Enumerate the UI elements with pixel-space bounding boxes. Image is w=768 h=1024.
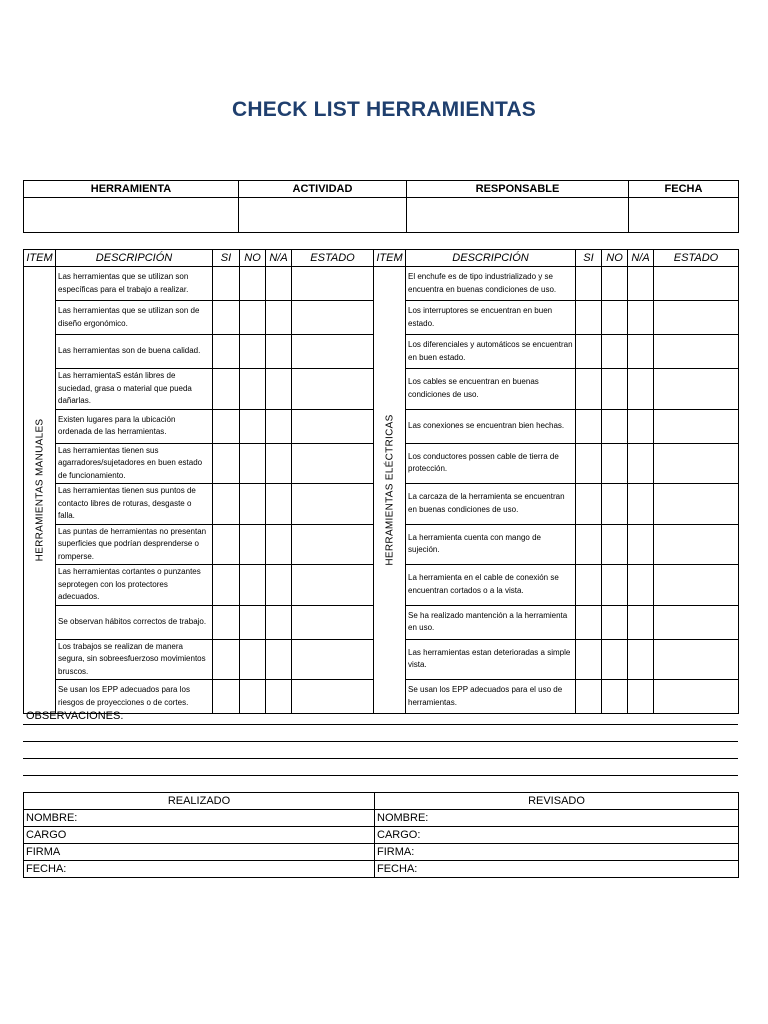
- col-estado-manual: ESTADO: [292, 250, 374, 267]
- electric-si-cell[interactable]: [576, 267, 602, 301]
- realizado-header: REALIZADO: [24, 793, 375, 810]
- electric-estado-cell[interactable]: [654, 605, 739, 639]
- manual-si-cell[interactable]: [213, 301, 240, 335]
- col-no-manual: NO: [240, 250, 266, 267]
- manual-description: Se observan hábitos correctos de trabajo.: [56, 605, 213, 639]
- revisado-firma[interactable]: FIRMA:: [375, 844, 739, 861]
- revisado-fecha[interactable]: FECHA:: [375, 861, 739, 878]
- col-si-electric: SI: [576, 250, 602, 267]
- manual-si-cell[interactable]: [213, 605, 240, 639]
- electric-description: Los conductores possen cable de tierra de protección.: [406, 443, 576, 484]
- electric-na-cell[interactable]: [628, 680, 654, 714]
- manual-no-cell[interactable]: [240, 639, 266, 680]
- header-fecha: FECHA: [629, 181, 739, 198]
- electric-description: Se usan los EPP adecuados para el uso de herramientas.: [406, 680, 576, 714]
- manual-category-label: HERRAMIENTAS MANUALES: [34, 418, 45, 562]
- checklist-table: [23, 249, 739, 714]
- manual-si-cell[interactable]: [213, 524, 240, 565]
- manual-no-cell[interactable]: [240, 409, 266, 443]
- observation-line[interactable]: [23, 741, 738, 742]
- electric-no-cell[interactable]: [602, 409, 628, 443]
- manual-description: Se usan los EPP adecuados para los riesgos de proyecciones o de cortes.: [56, 680, 213, 714]
- observations-label: OBSERVACIONES:: [26, 710, 124, 722]
- electric-si-cell[interactable]: [576, 524, 602, 565]
- electric-si-cell[interactable]: [576, 605, 602, 639]
- electric-description: Los interruptores se encuentran en buen estado.: [406, 301, 576, 335]
- manual-no-cell[interactable]: [240, 335, 266, 369]
- electric-description: El enchufe es de tipo industrializado y se encuentra en buenas condiciones de uso.: [406, 267, 576, 301]
- manual-estado-cell[interactable]: [292, 484, 374, 525]
- electric-category-cell: [374, 267, 406, 714]
- manual-estado-cell[interactable]: [292, 524, 374, 565]
- manual-estado-cell[interactable]: [292, 335, 374, 369]
- electric-na-cell[interactable]: [628, 369, 654, 410]
- electric-no-cell[interactable]: [602, 443, 628, 484]
- manual-si-cell[interactable]: [213, 443, 240, 484]
- manual-no-cell[interactable]: [240, 301, 266, 335]
- manual-na-cell[interactable]: [266, 605, 292, 639]
- signature-table: [23, 792, 739, 878]
- electric-category-label: HERRAMIENTAS ELÉCTRICAS: [384, 414, 395, 566]
- electric-description: Se ha realizado mantención a la herramienta en uso.: [406, 605, 576, 639]
- manual-si-cell[interactable]: [213, 565, 240, 606]
- electric-no-cell[interactable]: [602, 484, 628, 525]
- electric-na-cell[interactable]: [628, 267, 654, 301]
- col-estado-electric: ESTADO: [654, 250, 739, 267]
- electric-na-cell[interactable]: [628, 409, 654, 443]
- header-herramienta: HERRAMIENTA: [24, 181, 239, 198]
- manual-estado-cell[interactable]: [292, 680, 374, 714]
- electric-description: La herramienta cuenta con mango de sujeción.: [406, 524, 576, 565]
- manual-description: Las puntas de herramientas no presentan superficies que podrían desprenderse o romperse.: [56, 524, 213, 565]
- manual-na-cell[interactable]: [266, 301, 292, 335]
- manual-no-cell[interactable]: [240, 267, 266, 301]
- manual-si-cell[interactable]: [213, 409, 240, 443]
- manual-estado-cell[interactable]: [292, 301, 374, 335]
- electric-si-cell[interactable]: [576, 680, 602, 714]
- manual-si-cell[interactable]: [213, 335, 240, 369]
- col-descripcion-electric: DESCRIPCIÓN: [406, 250, 576, 267]
- manual-si-cell[interactable]: [213, 639, 240, 680]
- revisado-header: REVISADO: [375, 793, 739, 810]
- electric-estado-cell[interactable]: [654, 409, 739, 443]
- checklist-row: [24, 267, 739, 301]
- manual-si-cell[interactable]: [213, 680, 240, 714]
- manual-description: Las herramientas cortantes o punzantes seprotegen con los protectores adecuados.: [56, 565, 213, 606]
- col-na-manual: N/A: [266, 250, 292, 267]
- manual-no-cell[interactable]: [240, 524, 266, 565]
- manual-estado-cell[interactable]: [292, 443, 374, 484]
- electric-si-cell[interactable]: [576, 639, 602, 680]
- electric-description: Las conexiones se encuentran bien hechas.: [406, 409, 576, 443]
- electric-no-cell[interactable]: [602, 639, 628, 680]
- electric-si-cell[interactable]: [576, 301, 602, 335]
- electric-estado-cell[interactable]: [654, 443, 739, 484]
- manual-na-cell[interactable]: [266, 524, 292, 565]
- electric-description: Los diferenciales y automáticos se encuentran en buen estado.: [406, 335, 576, 369]
- manual-na-cell[interactable]: [266, 639, 292, 680]
- manual-na-cell[interactable]: [266, 565, 292, 606]
- manual-na-cell[interactable]: [266, 680, 292, 714]
- manual-category-cell: [24, 267, 56, 714]
- col-no-electric: NO: [602, 250, 628, 267]
- manual-estado-cell[interactable]: [292, 409, 374, 443]
- electric-na-cell[interactable]: [628, 443, 654, 484]
- electric-no-cell[interactable]: [602, 335, 628, 369]
- electric-estado-cell[interactable]: [654, 369, 739, 410]
- electric-na-cell[interactable]: [628, 605, 654, 639]
- observation-line[interactable]: [23, 775, 738, 776]
- observation-line[interactable]: [23, 724, 738, 725]
- header-responsable: RESPONSABLE: [407, 181, 629, 198]
- electric-estado-cell[interactable]: [654, 301, 739, 335]
- manual-estado-cell[interactable]: [292, 369, 374, 410]
- manual-estado-cell[interactable]: [292, 565, 374, 606]
- fecha-input-cell[interactable]: [629, 198, 739, 233]
- manual-estado-cell[interactable]: [292, 267, 374, 301]
- electric-si-cell[interactable]: [576, 484, 602, 525]
- manual-description: Las herramientas tienen sus puntos de contacto libres de roturas, desgaste o falla.: [56, 484, 213, 525]
- manual-na-cell[interactable]: [266, 267, 292, 301]
- electric-no-cell[interactable]: [602, 680, 628, 714]
- header-table: [23, 180, 739, 233]
- manual-na-cell[interactable]: [266, 443, 292, 484]
- electric-no-cell[interactable]: [602, 301, 628, 335]
- electric-no-cell[interactable]: [602, 267, 628, 301]
- page-title: CHECK LIST HERRAMIENTAS: [231, 98, 537, 121]
- manual-si-cell[interactable]: [213, 369, 240, 410]
- electric-si-cell[interactable]: [576, 565, 602, 606]
- col-si-manual: SI: [213, 250, 240, 267]
- realizado-cargo[interactable]: CARGO: [24, 827, 375, 844]
- electric-estado-cell[interactable]: [654, 267, 739, 301]
- electric-estado-cell[interactable]: [654, 639, 739, 680]
- electric-description: Los cables se encuentran en buenas condiciones de uso.: [406, 369, 576, 410]
- revisado-nombre[interactable]: NOMBRE:: [375, 810, 739, 827]
- electric-na-cell[interactable]: [628, 335, 654, 369]
- manual-description: Las herramientas que se utilizan son específicas para el trabajo a realizar.: [56, 267, 213, 301]
- manual-estado-cell[interactable]: [292, 605, 374, 639]
- electric-estado-cell[interactable]: [654, 524, 739, 565]
- actividad-input-cell[interactable]: [239, 198, 407, 233]
- observation-line[interactable]: [23, 758, 738, 759]
- electric-si-cell[interactable]: [576, 443, 602, 484]
- manual-description: Los trabajos se realizan de manera segura, sin sobreesfuerzoso movimientos bruscos.: [56, 639, 213, 680]
- electric-na-cell[interactable]: [628, 301, 654, 335]
- electric-na-cell[interactable]: [628, 484, 654, 525]
- electric-na-cell[interactable]: [628, 524, 654, 565]
- manual-no-cell[interactable]: [240, 484, 266, 525]
- electric-description: La herramienta en el cable de conexión se encuentran cortados o a la vista.: [406, 565, 576, 606]
- electric-no-cell[interactable]: [602, 369, 628, 410]
- electric-na-cell[interactable]: [628, 639, 654, 680]
- electric-estado-cell[interactable]: [654, 335, 739, 369]
- manual-description: Existen lugares para la ubicación ordenada de las herramientas.: [56, 409, 213, 443]
- realizado-fecha[interactable]: FECHA:: [24, 861, 375, 878]
- manual-si-cell[interactable]: [213, 267, 240, 301]
- manual-no-cell[interactable]: [240, 369, 266, 410]
- electric-si-cell[interactable]: [576, 335, 602, 369]
- manual-si-cell[interactable]: [213, 484, 240, 525]
- electric-estado-cell[interactable]: [654, 680, 739, 714]
- electric-estado-cell[interactable]: [654, 565, 739, 606]
- manual-no-cell[interactable]: [240, 680, 266, 714]
- col-item-electric: ITEM: [374, 250, 406, 267]
- col-na-electric: N/A: [628, 250, 654, 267]
- manual-description: Las herramientas son de buena calidad.: [56, 335, 213, 369]
- electric-na-cell[interactable]: [628, 565, 654, 606]
- manual-na-cell[interactable]: [266, 335, 292, 369]
- electric-no-cell[interactable]: [602, 524, 628, 565]
- electric-description: Las herramientas estan deterioradas a simple vista.: [406, 639, 576, 680]
- manual-description: Las herramientas que se utilizan son de diseño ergonómico.: [56, 301, 213, 335]
- electric-si-cell[interactable]: [576, 409, 602, 443]
- manual-no-cell[interactable]: [240, 443, 266, 484]
- manual-na-cell[interactable]: [266, 484, 292, 525]
- responsable-input-cell[interactable]: [407, 198, 629, 233]
- manual-na-cell[interactable]: [266, 409, 292, 443]
- realizado-nombre[interactable]: NOMBRE:: [24, 810, 375, 827]
- electric-estado-cell[interactable]: [654, 484, 739, 525]
- manual-no-cell[interactable]: [240, 605, 266, 639]
- electric-description: La carcaza de la herramienta se encuentran en buenas condiciones de uso.: [406, 484, 576, 525]
- realizado-firma[interactable]: FIRMA: [24, 844, 375, 861]
- manual-estado-cell[interactable]: [292, 639, 374, 680]
- manual-description: Las herramientaS están libres de suciedad, grasa o material que pueda dañarlas.: [56, 369, 213, 410]
- herramienta-input-cell[interactable]: [24, 198, 239, 233]
- manual-no-cell[interactable]: [240, 565, 266, 606]
- header-actividad: ACTIVIDAD: [239, 181, 407, 198]
- electric-no-cell[interactable]: [602, 605, 628, 639]
- electric-no-cell[interactable]: [602, 565, 628, 606]
- col-descripcion-manual: DESCRIPCIÓN: [56, 250, 213, 267]
- revisado-cargo[interactable]: CARGO:: [375, 827, 739, 844]
- manual-description: Las herramientas tienen sus agarradores/sujetadores en buen estado de funcionamiento.: [56, 443, 213, 484]
- manual-na-cell[interactable]: [266, 369, 292, 410]
- col-item-manual: ITEM: [24, 250, 56, 267]
- electric-si-cell[interactable]: [576, 369, 602, 410]
